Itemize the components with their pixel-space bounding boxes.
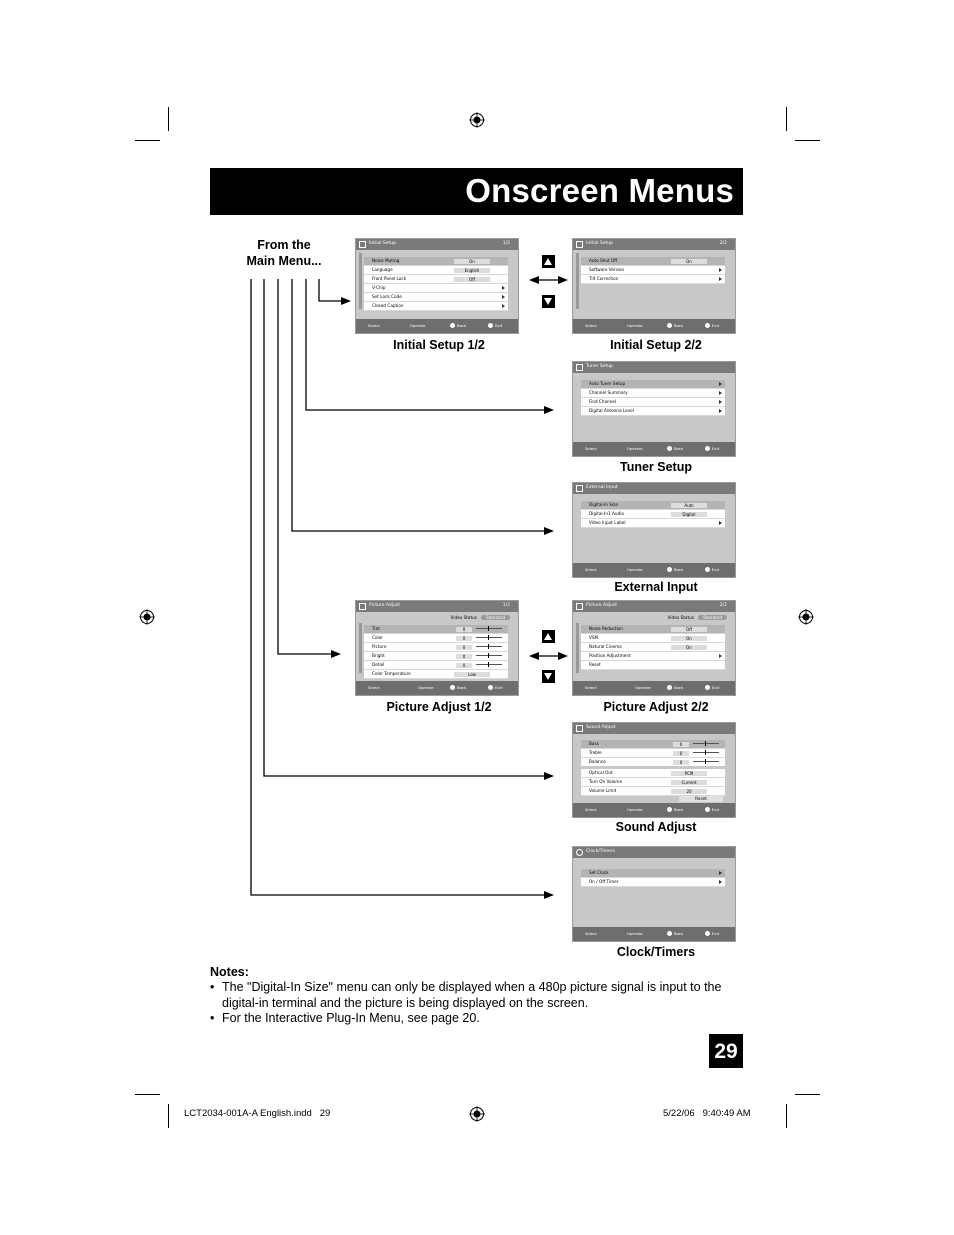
menu-list: [581, 869, 725, 887]
tuner-icon: [576, 364, 583, 371]
back-icon: [667, 323, 672, 328]
menu-list: [581, 740, 725, 796]
note-text: For the Interactive Plug-In Menu, see page 20.: [222, 1011, 480, 1025]
submenu-arrow-icon: [719, 871, 722, 875]
menu-row-label: Digital-In Size: [589, 502, 618, 507]
setup-icon: [576, 241, 583, 248]
adjust-slider[interactable]: [476, 664, 502, 665]
external-input-icon: [576, 485, 583, 492]
screen-footer: [573, 442, 735, 456]
menu-row[interactable]: [581, 389, 725, 398]
sound-icon: [576, 725, 583, 732]
menu-row[interactable]: [364, 661, 508, 670]
footer-back: Back: [457, 323, 467, 328]
screen-header-title: External Input: [586, 485, 618, 490]
menu-row[interactable]: [581, 380, 725, 389]
menu-row-value: Off: [454, 277, 490, 282]
menu-row-value: Digital: [671, 512, 707, 517]
menu-row[interactable]: [581, 625, 725, 634]
menu-row[interactable]: [581, 407, 725, 416]
menu-row[interactable]: [581, 869, 725, 878]
screen-picture-adjust-1: [355, 600, 519, 696]
menu-row[interactable]: [364, 266, 508, 275]
footer-exit: Exit: [712, 931, 720, 936]
menu-row-label: Picture: [372, 644, 387, 649]
footer-exit: Exit: [495, 323, 503, 328]
from-label-line1: From the: [257, 238, 311, 252]
screen-header-title: Picture Adjust: [369, 603, 400, 608]
footer-operate: Operate: [418, 685, 434, 690]
note-text: The "Digital-In Size" menu can only be displayed when a 480p picture signal is input to the digital-in terminal and the picture is being displayed on the screen.: [222, 980, 722, 1010]
screen-header: [573, 601, 735, 612]
menu-row-label: Language: [372, 267, 393, 272]
footer-select: Select: [585, 931, 597, 936]
screen-header-title: Initial Setup: [369, 241, 396, 246]
setup-icon: [359, 241, 366, 248]
screen-header-title: Picture Adjust: [586, 603, 617, 608]
menu-row-value: Current: [671, 780, 707, 785]
back-icon: [450, 323, 455, 328]
back-icon: [667, 567, 672, 572]
submenu-arrow-icon: [502, 304, 505, 308]
back-icon: [667, 446, 672, 451]
menu-list: [581, 380, 725, 416]
menu-row[interactable]: [581, 758, 725, 769]
page-down-icon: [542, 295, 555, 308]
submenu-arrow-icon: [719, 391, 722, 395]
menu-row-label: Noise Muting: [372, 258, 400, 263]
footer-file-info: LCT2034-001A-A English.indd 29: [184, 1108, 331, 1119]
footer-operate: Operate: [410, 323, 426, 328]
screen-sound-adjust: [572, 722, 736, 818]
footer-exit: Exit: [712, 567, 720, 572]
exit-icon: [705, 931, 710, 936]
menu-row-label: V-Chip: [372, 285, 386, 290]
caption-sound-adjust: Sound Adjust: [615, 820, 697, 834]
page-down-icon: [542, 670, 555, 683]
menu-row[interactable]: [581, 398, 725, 407]
footer-operate: Operate: [635, 685, 651, 690]
footer-exit: Exit: [712, 807, 720, 812]
caption-initial-setup-2: Initial Setup 2/2: [610, 338, 702, 352]
submenu-arrow-icon: [502, 286, 505, 290]
menu-row-value: 0: [673, 742, 689, 747]
exit-icon: [488, 323, 493, 328]
footer-select: Select: [585, 807, 597, 812]
menu-row-label: Tilt Correction: [589, 276, 619, 281]
back-icon: [667, 931, 672, 936]
footer-select: Select: [585, 323, 597, 328]
menu-row[interactable]: [364, 670, 508, 679]
menu-row[interactable]: [581, 661, 725, 670]
note-item: [210, 1011, 740, 1027]
menu-row-label: Video Input Label: [589, 520, 626, 525]
menu-row-value: 0: [456, 654, 472, 659]
submenu-arrow-icon: [719, 382, 722, 386]
footer-operate: Operate: [627, 931, 643, 936]
back-icon: [450, 685, 455, 690]
menu-row-value: 0: [673, 760, 689, 765]
menu-row-label: Find Channel: [589, 399, 617, 404]
menu-row[interactable]: [581, 266, 725, 275]
video-status-value: Standard: [481, 615, 510, 620]
screen-header: [573, 483, 735, 494]
video-status: [451, 615, 510, 620]
menu-row-label: Color Temperature: [372, 671, 411, 676]
menu-row-value: 0: [456, 663, 472, 668]
menu-row[interactable]: [364, 643, 508, 652]
caption-initial-setup-1: Initial Setup 1/2: [393, 338, 485, 352]
screen-picture-adjust-2: [572, 600, 736, 696]
picture-icon: [576, 603, 583, 610]
menu-row[interactable]: [364, 293, 508, 302]
menu-row-label: Auto Tuner Setup: [589, 381, 626, 386]
screen-initial-setup-1: [355, 238, 519, 334]
menu-row[interactable]: [581, 749, 725, 758]
menu-row-value: On: [671, 259, 707, 264]
caption-tuner-setup: Tuner Setup: [620, 460, 692, 474]
video-status-label: Video Status: [667, 615, 694, 620]
submenu-arrow-icon: [719, 654, 722, 658]
footer-back: Back: [674, 323, 684, 328]
menu-row-label: Auto Shut Off: [589, 258, 618, 263]
picture-icon: [359, 603, 366, 610]
menu-row[interactable]: [364, 625, 508, 634]
screen-footer: [573, 563, 735, 577]
menu-row[interactable]: [364, 634, 508, 643]
menu-row-label: Bass: [589, 741, 599, 746]
screen-external-input: [572, 482, 736, 578]
menu-row-label: Digital-In1 Audio: [589, 511, 624, 516]
screen-footer: [573, 319, 735, 333]
menu-row-label: Set Clock: [589, 870, 609, 875]
screen-page-indicator: 2/2: [719, 241, 727, 246]
menu-row-label: Closed Caption: [372, 303, 404, 308]
menu-row-label: Tint: [372, 626, 380, 631]
exit-icon: [705, 685, 710, 690]
menu-row-label: Optical Out: [589, 770, 613, 775]
menu-row[interactable]: [581, 778, 725, 787]
menu-row[interactable]: [364, 257, 508, 266]
menu-row-value: 0: [456, 627, 472, 632]
menu-row-value: English: [454, 268, 490, 273]
menu-row[interactable]: [364, 275, 508, 284]
footer-exit: Exit: [712, 446, 720, 451]
menu-list: [581, 625, 725, 670]
menu-row-value: PCM: [671, 771, 707, 776]
screen-tuner-setup: [572, 361, 736, 457]
menu-row-label: Volume Limit: [589, 788, 617, 793]
menu-row-label: On / Off Timer: [589, 879, 619, 884]
screen-header-title: Sound Adjust: [586, 725, 616, 730]
adjust-slider[interactable]: [476, 637, 502, 638]
menu-row-label: Digital Antenna Level: [589, 408, 634, 413]
menu-row-label: Color: [372, 635, 383, 640]
menu-row[interactable]: [364, 302, 508, 311]
screen-footer: [573, 803, 735, 817]
menu-row-value: 0: [456, 645, 472, 650]
menu-row[interactable]: [364, 652, 508, 661]
footer-select: Select: [585, 685, 597, 690]
from-label-line2: Main Menu...: [246, 254, 322, 268]
footer-select: Select: [585, 567, 597, 572]
back-icon: [667, 807, 672, 812]
menu-list: [364, 625, 508, 679]
footer-back: Back: [674, 446, 684, 451]
screen-header: [573, 847, 735, 858]
menu-row-label: Detail: [372, 662, 385, 667]
page-number: 29: [709, 1034, 743, 1068]
menu-row[interactable]: [581, 769, 725, 778]
back-icon: [667, 685, 672, 690]
footer-select: Select: [585, 446, 597, 451]
adjust-slider[interactable]: [476, 628, 502, 629]
footer-select: Select: [368, 685, 380, 690]
menu-row-label: Turn On Volume: [589, 779, 623, 784]
screen-footer: [356, 681, 518, 695]
screen-header: [356, 601, 518, 612]
screen-header: [573, 239, 735, 250]
menu-row-label: Reset: [589, 662, 601, 667]
footer-exit: Exit: [712, 685, 720, 690]
menu-row[interactable]: [581, 787, 725, 796]
footer-operate: Operate: [627, 807, 643, 812]
notes-title: Notes:: [210, 965, 249, 979]
menu-row-value: Off: [671, 627, 707, 632]
menu-row-value: 0: [673, 751, 689, 756]
footer-operate: Operate: [627, 323, 643, 328]
exit-icon: [705, 446, 710, 451]
menu-row[interactable]: [581, 275, 725, 284]
screen-footer: [573, 681, 735, 695]
screen-footer: [573, 927, 735, 941]
video-status-label: Video Status: [450, 615, 477, 620]
footer-operate: Operate: [627, 567, 643, 572]
caption-clock-timers: Clock/Timers: [616, 945, 696, 959]
footer-back: Back: [674, 807, 684, 812]
reset-button[interactable]: Reset: [679, 796, 723, 802]
page-title: Onscreen Menus: [465, 172, 734, 209]
footer-back: Back: [674, 567, 684, 572]
submenu-arrow-icon: [719, 409, 722, 413]
submenu-arrow-icon: [719, 277, 722, 281]
menu-list: [581, 257, 725, 284]
footer-back: Back: [674, 685, 684, 690]
menu-row[interactable]: [581, 257, 725, 266]
scrollbar: [359, 253, 362, 309]
screen-footer: [356, 319, 518, 333]
menu-row[interactable]: [581, 878, 725, 887]
scrollbar: [576, 253, 579, 309]
adjust-slider[interactable]: [693, 743, 719, 744]
submenu-arrow-icon: [502, 295, 505, 299]
scrollbar: [359, 623, 362, 673]
exit-icon: [488, 685, 493, 690]
footer-exit: Exit: [712, 323, 720, 328]
screen-page-indicator: 1/2: [502, 241, 510, 246]
bullet-icon: •: [210, 1011, 215, 1025]
footer-select: Select: [368, 323, 380, 328]
footer-exit: Exit: [495, 685, 503, 690]
exit-icon: [705, 807, 710, 812]
adjust-slider[interactable]: [476, 655, 502, 656]
screen-header-title: Tuner Setup: [586, 364, 613, 369]
footer-operate: Operate: [627, 446, 643, 451]
scrollbar: [576, 623, 579, 673]
menu-row-label: Balance: [589, 759, 606, 764]
menu-row-label: Channel Summary: [589, 390, 628, 395]
menu-list: [581, 501, 725, 528]
adjust-slider[interactable]: [693, 752, 719, 753]
screen-header-title: Clock/Timers: [586, 849, 615, 854]
menu-row-value: 0: [456, 636, 472, 641]
footer-back: Back: [674, 931, 684, 936]
menu-row-value: On: [671, 636, 707, 641]
menu-row-label: Bright: [372, 653, 385, 658]
exit-icon: [705, 567, 710, 572]
menu-row[interactable]: [364, 284, 508, 293]
caption-picture-adjust-1: Picture Adjust 1/2: [386, 700, 492, 714]
screen-page-indicator: 2/2: [719, 603, 727, 608]
screen-clock-timers: [572, 846, 736, 942]
menu-row-label: Position Adjustment: [589, 653, 631, 658]
screen-initial-setup-2: [572, 238, 736, 334]
clock-icon: [576, 849, 583, 856]
video-status: [668, 615, 727, 620]
footer-datetime: 5/22/06 9:40:49 AM: [663, 1108, 751, 1119]
menu-row-value: On: [671, 645, 707, 650]
menu-row-value: Low: [454, 672, 490, 677]
page-up-icon: [542, 630, 555, 643]
menu-row-label: VSM: [589, 635, 599, 640]
screen-header: [356, 239, 518, 250]
note-item: [210, 980, 740, 1011]
menu-row[interactable]: [581, 634, 725, 643]
menu-row[interactable]: [581, 510, 725, 519]
menu-row[interactable]: [581, 501, 725, 510]
caption-external-input: External Input: [614, 580, 698, 594]
menu-row[interactable]: [581, 652, 725, 661]
menu-row-value: Auto: [671, 503, 707, 508]
caption-picture-adjust-2: Picture Adjust 2/2: [603, 700, 709, 714]
submenu-arrow-icon: [719, 400, 722, 404]
menu-row-value: 20: [671, 789, 707, 794]
menu-list: [364, 257, 508, 311]
page-up-icon: [542, 255, 555, 268]
exit-icon: [705, 323, 710, 328]
submenu-arrow-icon: [719, 880, 722, 884]
menu-row[interactable]: [581, 643, 725, 652]
adjust-slider[interactable]: [476, 646, 502, 647]
bullet-icon: •: [210, 980, 215, 994]
menu-row[interactable]: [581, 740, 725, 749]
menu-row-value: On: [454, 259, 490, 264]
menu-row-label: Noise Reduction: [589, 626, 623, 631]
menu-row-label: Front Panel Lock: [372, 276, 407, 281]
footer-back: Back: [457, 685, 467, 690]
adjust-slider[interactable]: [693, 761, 719, 762]
menu-row-label: Set Lock Code: [372, 294, 402, 299]
menu-row-label: Natural Cinema: [589, 644, 622, 649]
screen-header: [573, 362, 735, 373]
menu-row-label: Software Version: [589, 267, 625, 272]
submenu-arrow-icon: [719, 268, 722, 272]
menu-row-label: Treble: [589, 750, 602, 755]
screen-header: [573, 723, 735, 734]
video-status-value: Standard: [698, 615, 727, 620]
submenu-arrow-icon: [719, 521, 722, 525]
menu-row[interactable]: [581, 519, 725, 528]
screen-header-title: Initial Setup: [586, 241, 613, 246]
screen-page-indicator: 1/2: [502, 603, 510, 608]
